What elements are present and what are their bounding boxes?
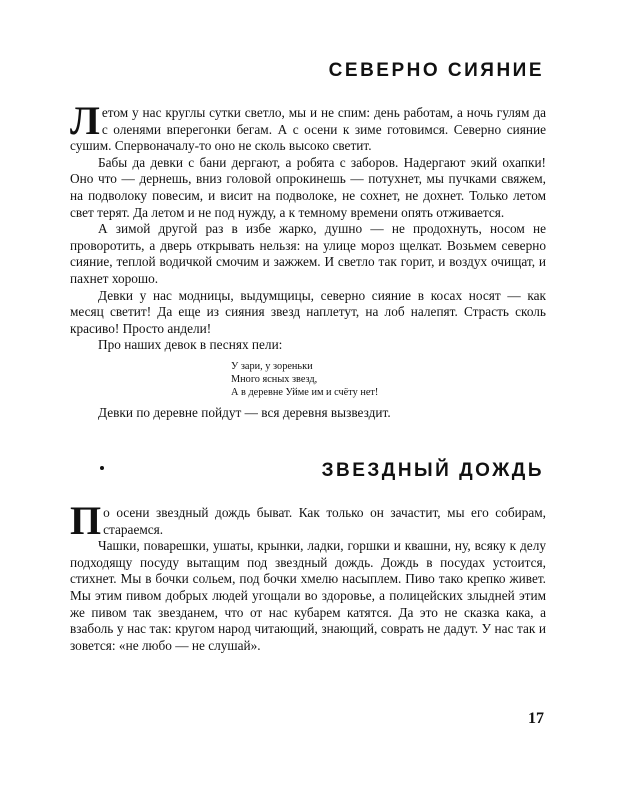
paragraph: Девки у нас модницы, выдумщицы, северно сияние в косах носят — как месяц светит! Да еще из сияния звезд наплетут, на лоб налепят. Страсть сколь красиво! Просто андели! bbox=[70, 287, 546, 336]
paragraph-text: о осени звездный дождь быват. Как только он зачастит, мы его собирам, стараемся. bbox=[103, 505, 546, 537]
section-title-northern-lights: СЕВЕРНО СИЯНИЕ bbox=[328, 60, 544, 81]
section-title-star-rain: ЗВЕЗДНЫЙ ДОЖДЬ bbox=[321, 460, 544, 481]
paragraph bbox=[70, 498, 546, 543]
paragraph: А зимой другой раз в избе жарко, душно — не продохнуть, носом не проворотить, а дверь открывать нельзя: на улице мороз щелкат. Возьмем северно сияние, теплой водичкой смочим и зажжем. И светло так горит, и воздух очищат, и пахнет хорошо. bbox=[70, 221, 546, 286]
paragraph-text: етом у нас круглы сутки светло, мы и не спим: день работам, а ночь гулям да с оленями вперегонки бегам. А с осени к зиме готовимся. Северно сияние сушим. Спервоначалу-то оно не сколь высоко светит. bbox=[70, 105, 546, 154]
paragraph bbox=[70, 98, 546, 155]
section-body-star-rain bbox=[70, 498, 546, 654]
paragraph: Бабы да девки с бани дергают, а робята с заборов. Надергают экий охапки! Оно что — дернешь, вниз головой опрокинешь — потухнет, мы пучками свяжем, на подволоку повесим, и висит на подволоке, не сохнет, не дохнет. Только летом свет терят. Да летом и не под нужду, а к темному времени опять отживается. bbox=[70, 154, 546, 220]
paragraph: Про наших девок в песнях пели: bbox=[98, 337, 283, 353]
drop-cap: П bbox=[70, 498, 102, 543]
verse-line: У зари, у зореньки bbox=[231, 360, 313, 372]
page-number: 17 bbox=[528, 710, 544, 727]
section-body-northern-lights bbox=[70, 98, 546, 422]
verse-line: Много ясных звезд, bbox=[231, 373, 318, 385]
paragraph: Чашки, поварешки, ушаты, крынки, ладки, горшки и квашни, ну, всяку к делу подходящу посуду вытащим под звездный дождь. Дождь в посудах устоится, стихнет. Мы в бочки сольем, под бочки хмелю насыплем. Пиво тако крепко живет. Мы этим пивом добрых людей угощали во здоровье, а полицейских злыдней этим же пивом так звезданем, что от нас кубарем катятся. Да это не сказка кака, а взаболь у нас так: кругом народ читающий, знающий, соврать не дадут. У нас так и зовется: «не любо — не слушай». bbox=[70, 538, 546, 653]
paragraph: Девки по деревне пойдут — вся деревня вызвездит. bbox=[98, 404, 391, 420]
verse-line: А в деревне Уйме им и счёту нет! bbox=[231, 386, 379, 398]
song-verse bbox=[231, 360, 546, 399]
drop-cap: Л bbox=[70, 98, 100, 143]
bullet-mark bbox=[100, 466, 104, 470]
